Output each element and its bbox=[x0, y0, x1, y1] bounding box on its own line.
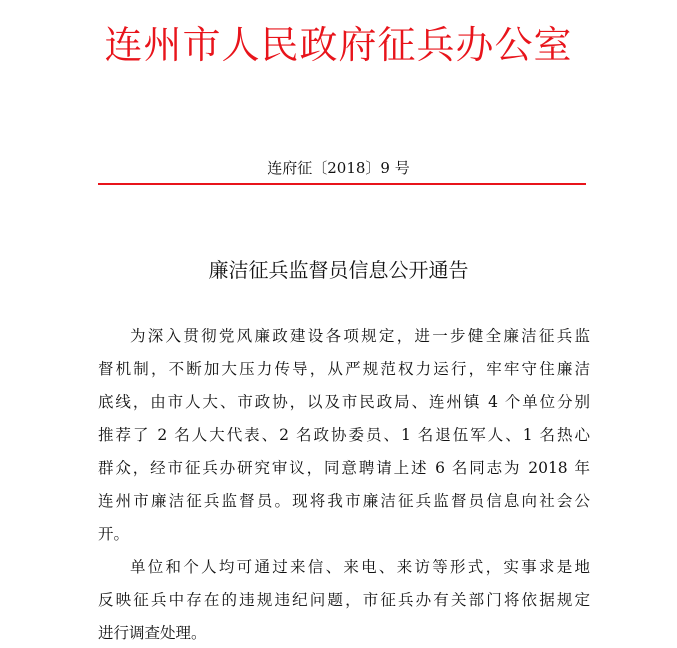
paragraph-line: 连州市廉洁征兵监督员。现将我市廉洁征兵监督员信息向社会公 bbox=[98, 492, 590, 510]
paragraph-line: 单位和个人均可通过来信、来电、来访等形式，实事求是地 bbox=[130, 558, 590, 576]
paragraph-line: 反映征兵中存在的违规违纪问题，市征兵办有关部门将依据规定 bbox=[98, 591, 590, 609]
paragraph-line: 督机制，不断加大压力传导，从严规范权力运行，牢牢守住廉洁 bbox=[98, 360, 590, 378]
paragraph-line: 开。 bbox=[98, 525, 130, 543]
document-number: 连府征〔2018〕9 号 bbox=[267, 159, 410, 177]
notice-title: 廉洁征兵监督员信息公开通告 bbox=[208, 258, 469, 282]
paragraph-line: 为深入贯彻党风廉政建设各项规定，进一步健全廉洁征兵监 bbox=[130, 327, 590, 345]
red-divider-line bbox=[98, 183, 586, 185]
paragraph-line: 推荐了 2 名人大代表、2 名政协委员、1 名退伍军人、1 名热心 bbox=[98, 426, 590, 444]
paragraph-line: 群众，经市征兵办研究审议，同意聘请上述 6 名同志为 2018 年 bbox=[98, 459, 590, 477]
paragraph-line: 进行调查处理。 bbox=[98, 624, 207, 642]
paragraph-line: 底线，由市人大、市政协，以及市民政局、连州镇 4 个单位分别 bbox=[98, 393, 590, 411]
office-title: 连州市人民政府征兵办公室 bbox=[104, 23, 573, 67]
